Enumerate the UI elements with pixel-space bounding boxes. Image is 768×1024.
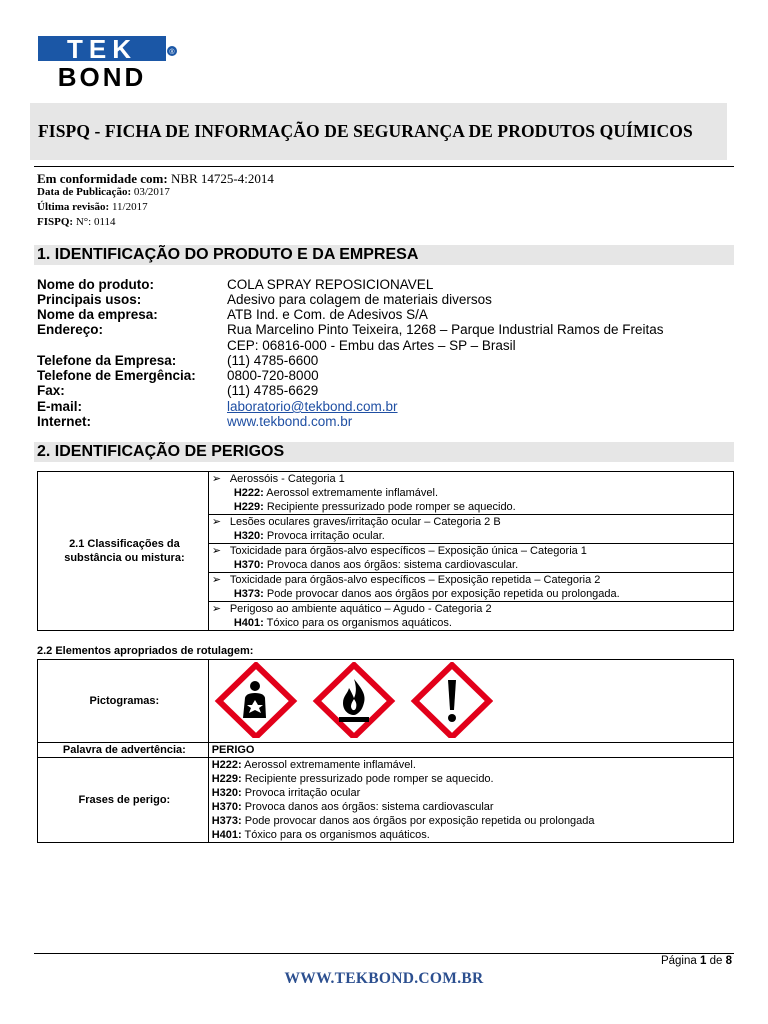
tekbond-logo — [38, 36, 178, 88]
arrow-bullet-icon: ➢ — [211, 516, 222, 528]
arrow-bullet-icon: ➢ — [211, 574, 222, 586]
emergency-phone-value: 0800-720-8000 — [227, 368, 319, 383]
footer-divider — [34, 953, 734, 954]
meta-revisao: Última revisão: 11/2017 — [37, 201, 148, 213]
section-2-heading: 2. IDENTIFICAÇÃO DE PERIGOS — [34, 442, 734, 462]
section-1-heading: 1. IDENTIFICAÇÃO DO PRODUTO E DA EMPRESA — [34, 245, 734, 265]
meta-publicacao: Data de Publicação: 03/2017 — [37, 186, 170, 198]
class-item: ➢ Lesões oculares graves/irritação ocular – Categoria 2 B H320: Provoca irritação ocular. — [208, 515, 733, 544]
company-label: Nome da empresa: — [37, 307, 158, 322]
website-link[interactable]: www.tekbond.com.br — [227, 414, 353, 429]
class-item: ➢ Perigoso ao ambiente aquático – Agudo - Categoria 2 H401: Tóxico para os organismos aquáticos. — [208, 602, 733, 631]
class-item: ➢ Toxicidade para órgãos-alvo específicos – Exposição única – Categoria 1 H370: Provoca danos aos órgãos: sistema cardiovascular. — [208, 544, 733, 573]
fax-value: (11) 4785-6629 — [227, 383, 319, 398]
document-title-bar — [30, 103, 727, 160]
pictograms-cell — [208, 660, 733, 743]
emergency-phone-label: Telefone de Emergência: — [37, 368, 196, 383]
meta-fispq: FISPQ: N°: 0114 — [37, 216, 116, 228]
uses-label: Principais usos: — [37, 292, 142, 307]
uses-value: Adesivo para colagem de materiais diversos — [227, 292, 492, 307]
labeling-heading: 2.2 Elementos apropriados de rotulagem: — [37, 645, 254, 657]
labeling-table — [37, 659, 734, 843]
address-cep-value: CEP: 06816-000 - Embu das Artes – SP – Brasil — [227, 338, 516, 353]
product-name-label: Nome do produto: — [37, 277, 154, 292]
footer-website[interactable]: WWW.TEKBOND.COM.BR — [284, 970, 484, 987]
product-name-value: COLA SPRAY REPOSICIONAVEL — [227, 277, 434, 292]
svg-text:®: ® — [169, 49, 175, 56]
page-number: Página 1 de 8 — [660, 955, 732, 967]
health-hazard-icon — [219, 665, 293, 737]
email-link[interactable]: laboratorio@tekbond.com.br — [227, 399, 398, 414]
class-item: ➢ Toxicidade para órgãos-alvo específicos – Exposição repetida – Categoria 2 H373: Pode provocar danos aos órgãos por exposição repetida ou prolongada. — [208, 573, 733, 602]
pictograms-label: Pictogramas: — [38, 660, 209, 743]
address-label: Endereço: — [37, 322, 104, 337]
hazard-phrases-cell: H222: Aerossol extremamente inflamável. H229: Recipiente pressurizado pode romper se aquecido. H320: Provoca irritação ocular H370: Provoca danos aos órgãos: sistema cardiovascular H373: Pode provocar danos aos órgãos por exposição repetida ou prolongada H401: Tóxico para os organismos aquáticos. — [208, 758, 733, 843]
ghs-pictograms — [213, 662, 493, 738]
svg-text:BOND: BOND — [57, 62, 147, 88]
address-value: Rua Marcelino Pinto Teixeira, 1268 – Parque Industrial Ramos de Freitas — [227, 322, 664, 337]
phone-value: (11) 4785-6600 — [227, 353, 319, 368]
document-title: FISPQ - FICHA DE INFORMAÇÃO DE SEGURANÇA DE PRODUTOS QUÍMICOS — [38, 121, 693, 141]
signal-word-value: PERIGO — [208, 743, 733, 758]
arrow-bullet-icon: ➢ — [211, 603, 222, 615]
hazard-phrases-label: Frases de perigo: — [38, 758, 209, 843]
svg-text:TEK: TEK — [67, 36, 137, 64]
company-value: ATB Ind. e Com. de Adesivos S/A — [227, 307, 428, 322]
fax-label: Fax: — [37, 383, 65, 398]
arrow-bullet-icon: ➢ — [211, 545, 222, 557]
exclamation-icon — [415, 665, 489, 737]
arrow-bullet-icon: ➢ — [211, 473, 222, 485]
meta-conformidade: Em conformidade com: NBR 14725-4:2014 — [37, 171, 274, 186]
signal-word-label: Palavra de advertência: — [38, 743, 209, 758]
flame-icon — [317, 665, 391, 737]
class-item: ➢ Aerossóis - Categoria 1 H222: Aerossol extremamente inflamável. H229: Recipiente pressurizado pode romper se aquecido. — [208, 472, 733, 515]
internet-label: Internet: — [37, 414, 91, 429]
classification-table — [37, 471, 734, 631]
classification-label-cell: 2.1 Classificações da substância ou mistura: — [38, 472, 209, 631]
email-label: E-mail: — [37, 399, 83, 414]
divider — [34, 166, 734, 167]
phone-label: Telefone da Empresa: — [37, 353, 177, 368]
